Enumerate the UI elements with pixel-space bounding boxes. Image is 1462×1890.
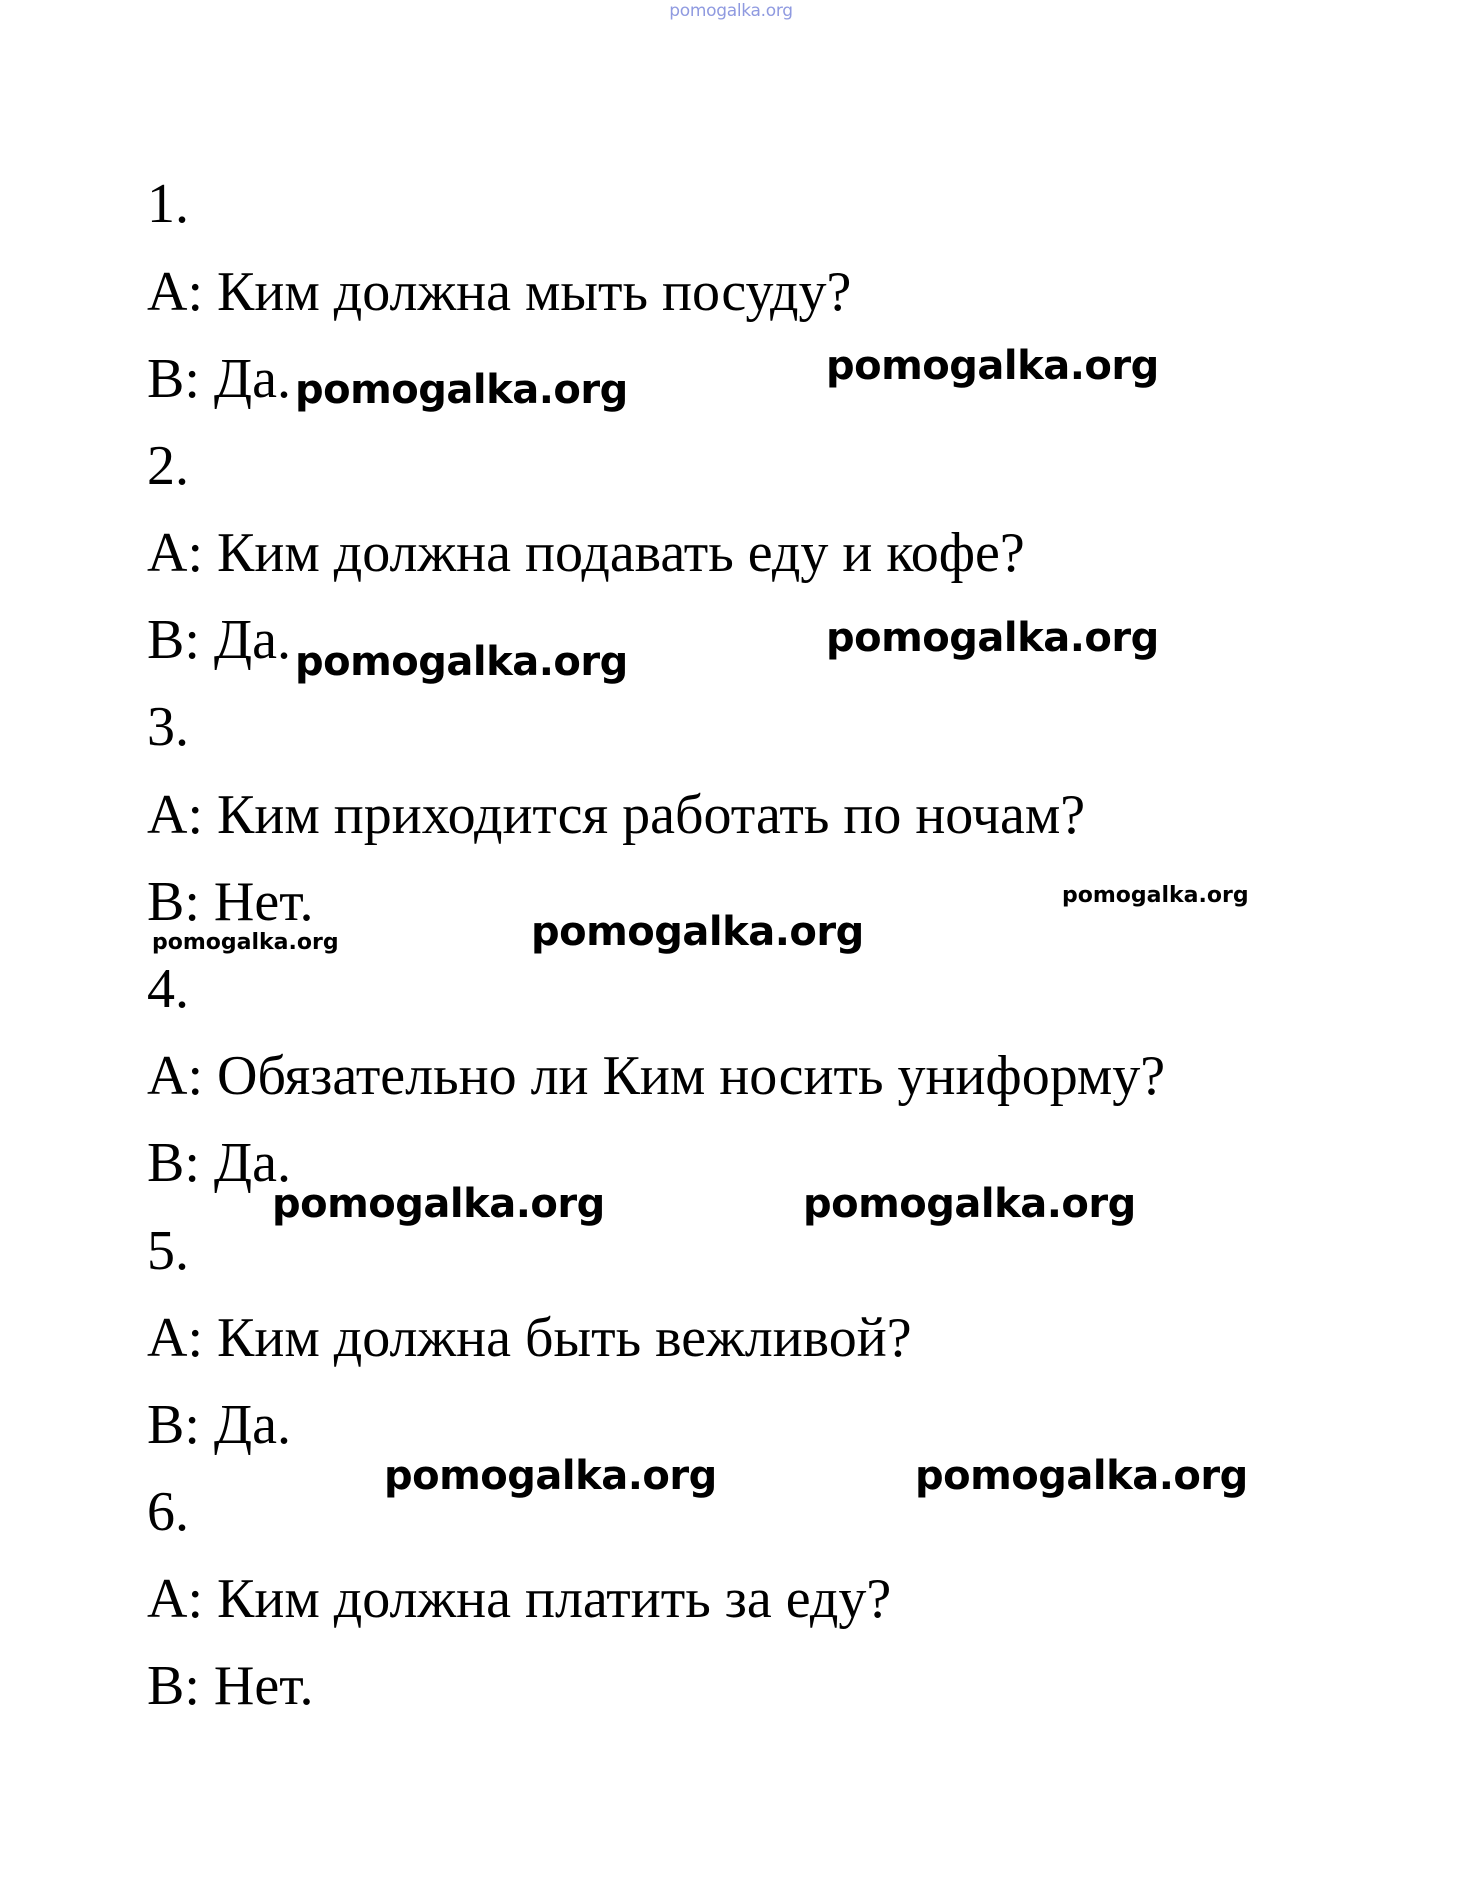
item-2-question: A: Ким должна подавать еду и кофе? (147, 522, 1025, 584)
watermark: pomogalka.org (295, 639, 628, 685)
watermark: pomogalka.org (915, 1453, 1248, 1499)
item-1-number: 1. (147, 173, 189, 235)
item-6-question: A: Ким должна платить за еду? (147, 1568, 892, 1630)
watermark: pomogalka.org (272, 1181, 605, 1227)
item-5-answer: B: Да. (147, 1394, 291, 1456)
header-site-link[interactable]: pomogalka.org (669, 1, 793, 21)
item-3-question: A: Ким приходится работать по ночам? (147, 784, 1086, 846)
item-4-question: A: Обязательно ли Ким носить униформу? (147, 1045, 1166, 1107)
watermark: pomogalka.org (1062, 883, 1249, 908)
watermark: pomogalka.org (531, 909, 864, 955)
watermark: pomogalka.org (826, 343, 1159, 389)
item-4-answer: B: Да. (147, 1132, 291, 1194)
watermark: pomogalka.org (295, 367, 628, 413)
item-5-question: A: Ким должна быть вежливой? (147, 1307, 912, 1369)
watermark: pomogalka.org (152, 930, 339, 955)
watermark: pomogalka.org (826, 615, 1159, 661)
item-6-answer: B: Нет. (147, 1655, 314, 1717)
item-3-answer: B: Нет. (147, 871, 314, 933)
item-1-answer: B: Да. (147, 348, 291, 410)
watermark: pomogalka.org (384, 1453, 717, 1499)
item-3-number: 3. (147, 696, 189, 758)
item-2-number: 2. (147, 435, 189, 497)
item-2-answer: B: Да. (147, 609, 291, 671)
watermark: pomogalka.org (803, 1181, 1136, 1227)
item-4-number: 4. (147, 958, 189, 1020)
item-5-number: 5. (147, 1220, 189, 1282)
item-1-question: A: Ким должна мыть посуду? (147, 261, 852, 323)
item-6-number: 6. (147, 1481, 189, 1543)
